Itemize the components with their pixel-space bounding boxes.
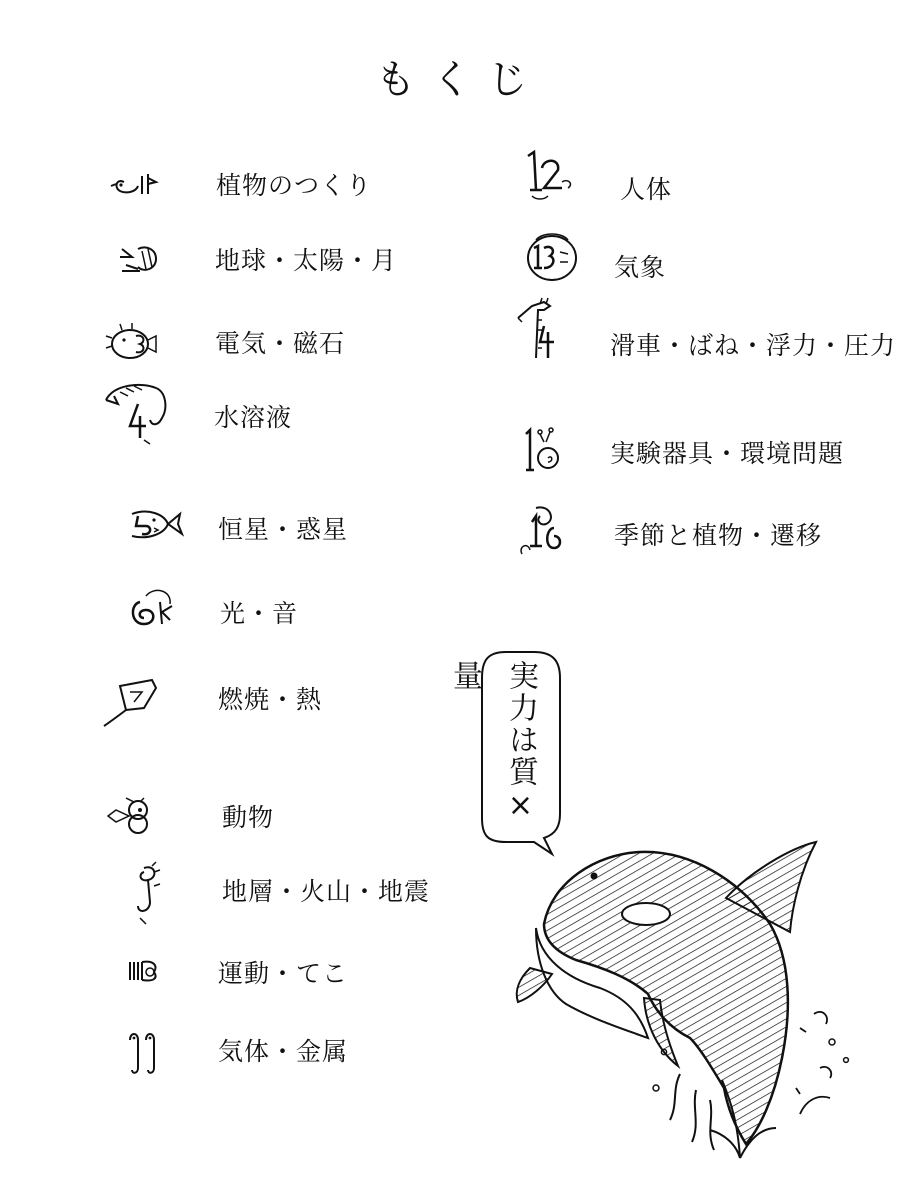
giraffe-number-14-icon (514, 296, 574, 366)
toc-entry-9[interactable] (126, 858, 431, 918)
fish-number-5-icon (128, 500, 188, 550)
toc-label: 気象 (614, 253, 667, 282)
flamingo-number-4-icon (104, 378, 184, 448)
toc-label: 運動・てこ (218, 959, 349, 988)
page-title: もくじ (375, 57, 544, 103)
creature-number-12-icon (522, 146, 582, 206)
toc-label: 地層・火山・地震 (222, 877, 431, 906)
jellyfish-number-10-icon (124, 946, 174, 996)
snail-number-15-icon (522, 420, 572, 480)
toc-label: 植物のつくり (216, 171, 373, 200)
toc-entry-1[interactable] (110, 160, 410, 220)
toc-label: 光・音 (220, 599, 299, 628)
toc-label: 人体 (620, 175, 673, 204)
toc-label: 水溶液 (214, 403, 293, 432)
goldfish-number-8-icon (104, 790, 164, 840)
toc-entry-4[interactable] (104, 378, 404, 438)
eels-number-11-icon (120, 1022, 170, 1082)
toc-entry-7[interactable] (100, 672, 400, 732)
toc-label: 気体・金属 (218, 1037, 349, 1066)
pufferfish-number-3-icon (102, 316, 162, 366)
seahorse-number-16-icon (514, 502, 574, 562)
toc-entry-10[interactable] (124, 946, 424, 1006)
toc-entry-5[interactable] (128, 500, 428, 560)
toc-entry-15[interactable] (522, 420, 862, 480)
toc-entry-13[interactable] (522, 228, 862, 288)
stingray-number-7-icon (100, 672, 170, 732)
toc-label: 季節と植物・遷移 (614, 521, 823, 550)
toc-entry-11[interactable] (120, 1022, 420, 1082)
snail-number-6-icon (126, 582, 186, 632)
toc-entry-14[interactable] (514, 296, 904, 360)
toc-entry-3[interactable] (102, 316, 402, 376)
seahorse-number-9-icon (126, 858, 176, 928)
seashell-number-2-icon (112, 235, 172, 285)
toc-label: 滑車・ばね・浮力・圧力 (610, 331, 897, 360)
frog-number-13-icon (522, 228, 582, 288)
orca-illustration (500, 828, 880, 1168)
toc-entry-6[interactable] (126, 582, 426, 642)
toc-label: 燃焼・熱 (218, 685, 323, 714)
toc-label: 恒星・惑星 (218, 515, 349, 544)
toc-entry-2[interactable] (112, 235, 412, 295)
toc-label: 動物 (222, 803, 275, 832)
speech-bubble-text: 実力は質×量 (447, 660, 538, 825)
toc-label: 地球・太陽・月 (215, 246, 398, 275)
toc-entry-16[interactable] (514, 502, 854, 562)
toc-entry-12[interactable] (522, 146, 862, 206)
toc-label: 実験器具・環境問題 (610, 439, 845, 468)
bird-number-1-icon (110, 160, 170, 210)
toc-entry-8[interactable] (104, 790, 404, 850)
toc-label: 電気・磁石 (215, 329, 346, 358)
